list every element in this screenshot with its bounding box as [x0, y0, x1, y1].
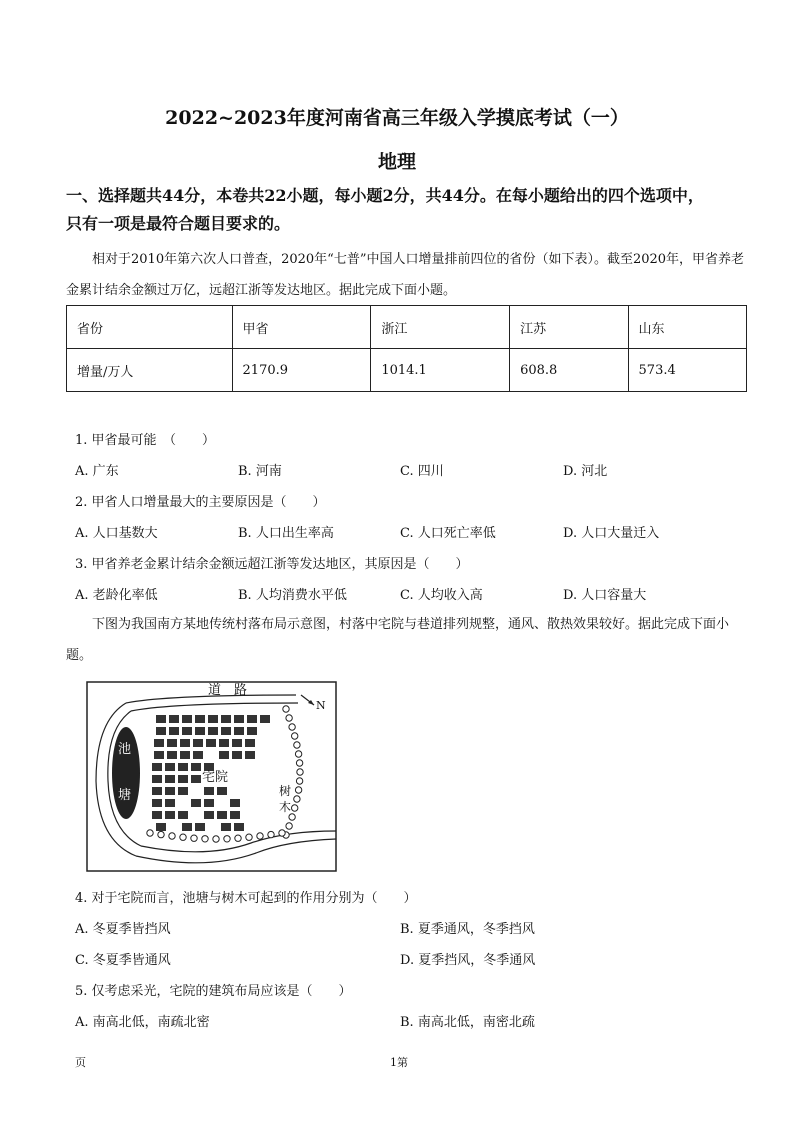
tree-icon	[295, 787, 301, 793]
house-block	[247, 727, 257, 735]
house-block	[208, 715, 218, 723]
house-block	[234, 727, 244, 735]
subject-title: 地理	[377, 151, 416, 173]
tree-icon	[191, 835, 197, 841]
house-block	[245, 751, 255, 759]
house-block	[178, 787, 188, 795]
tree-icon	[257, 833, 263, 839]
house-block	[234, 823, 244, 831]
tree-icon	[296, 760, 302, 766]
house-block	[156, 715, 166, 723]
section-instructions	[66, 182, 746, 238]
trees-label-2: 木	[279, 800, 292, 814]
q3-option-d[interactable]: D. 人口容量大	[563, 588, 647, 603]
tree-icon	[224, 836, 230, 842]
house-block	[230, 799, 240, 807]
tree-icon	[283, 706, 289, 712]
house-block	[245, 739, 255, 747]
tree-icon	[294, 742, 300, 748]
house-block	[152, 799, 162, 807]
tree-icon	[297, 769, 303, 775]
q1-option-c[interactable]: C. 四川	[400, 464, 444, 479]
house-block	[165, 811, 175, 819]
house-block	[169, 715, 179, 723]
q4-option-d[interactable]: D. 夏季挡风，冬季通风	[400, 953, 536, 968]
tree-icon	[180, 834, 186, 840]
question-2-stem: 2. 甲省人口增量最大的主要原因是（ ）	[75, 495, 326, 510]
q3-option-a[interactable]: A. 老龄化率低	[75, 588, 158, 603]
table-cell: 增量/万人	[67, 349, 233, 392]
house-block	[221, 715, 231, 723]
house-block	[165, 775, 175, 783]
tree-icon	[292, 733, 298, 739]
house-block	[156, 727, 166, 735]
house-block	[154, 751, 164, 759]
tree-icon	[292, 805, 298, 811]
pond-label-2: 塘	[118, 788, 132, 803]
house-block	[178, 775, 188, 783]
road-label: 道 路	[208, 683, 248, 698]
tree-icon	[294, 796, 300, 802]
house-block	[191, 775, 201, 783]
question-3-stem: 3. 甲省养老金累计结余金额远超江浙等发达地区，其原因是（ ）	[75, 557, 469, 572]
house-block	[180, 751, 190, 759]
house-block	[221, 727, 231, 735]
table-cell: 省份	[67, 306, 233, 349]
house-block	[232, 751, 242, 759]
q4-option-a[interactable]: A. 冬夏季皆挡风	[75, 922, 171, 937]
house-block	[204, 811, 214, 819]
house-block	[195, 823, 205, 831]
tree-icon	[279, 830, 285, 836]
tree-icon	[286, 823, 292, 829]
table-cell: 1014.1	[371, 349, 510, 392]
table-header-row	[67, 306, 747, 349]
tree-icon	[289, 814, 295, 820]
house-block	[178, 763, 188, 771]
house-block	[191, 763, 201, 771]
tree-icon	[158, 831, 164, 837]
house-block	[182, 823, 192, 831]
house-block	[152, 775, 162, 783]
house-block	[178, 811, 188, 819]
q3-option-b[interactable]: B. 人均消费水平低	[238, 588, 347, 603]
house-block	[234, 715, 244, 723]
passage-village: 下图为我国南方某地传统村落布局示意图，村落中宅院与巷道排列规整，通风、散热效果较好。据此完成下面小题。	[66, 617, 730, 663]
tree-icon	[213, 836, 219, 842]
page-number: 1第	[390, 1056, 408, 1069]
q1-option-d[interactable]: D. 河北	[563, 464, 608, 479]
question-5-stem: 5. 仅考虑采光，宅院的建筑布局应该是（ ）	[75, 984, 352, 999]
q2-option-a[interactable]: A. 人口基数大	[75, 526, 158, 541]
tree-icon	[147, 830, 153, 836]
tree-icon	[289, 724, 295, 730]
house-label: 宅院	[202, 770, 229, 785]
house-block	[152, 811, 162, 819]
house-block	[193, 739, 203, 747]
house-block	[204, 787, 214, 795]
section-line-1: 一、选择题共44分，本卷共22小题，每小题2分，共44分。在每小题给出的四个选项中，	[66, 186, 704, 205]
house-block	[154, 739, 164, 747]
q4-option-b[interactable]: B. 夏季通风，冬季挡风	[400, 922, 535, 937]
question-1-stem: 1. 甲省最可能 （ ）	[75, 433, 216, 448]
village-layout-map	[86, 681, 338, 873]
tree-icon	[295, 751, 301, 757]
table-cell: 江苏	[510, 306, 628, 349]
pond	[112, 727, 140, 819]
house-block	[165, 799, 175, 807]
tree-icon	[296, 778, 302, 784]
house-block	[204, 799, 214, 807]
tree-icon	[246, 834, 252, 840]
house-block	[232, 739, 242, 747]
house-block	[208, 727, 218, 735]
house-block	[169, 727, 179, 735]
trees-label-1: 树	[279, 784, 292, 798]
house-block	[219, 751, 229, 759]
house-block	[230, 811, 240, 819]
passage-population: 相对于2010年第六次人口普查，2020年“七普”中国人口增量排前四位的省份（如下表）。截至2020年，甲省养老金累计结余金额过万亿，远超江浙等发达地区。据此完成下面小题。	[66, 252, 745, 298]
question-4-stem: 4. 对于宅院而言，池塘与树木可起到的作用分别为（ ）	[75, 891, 417, 906]
house-block	[182, 727, 192, 735]
tree-icon	[286, 715, 292, 721]
q1-option-a[interactable]: A. 广东	[75, 464, 119, 479]
footer-left: 页	[75, 1056, 86, 1069]
house-block	[193, 751, 203, 759]
north-label: N	[316, 699, 326, 712]
table-cell: 573.4	[628, 349, 746, 392]
table-row	[67, 349, 747, 392]
table-cell: 2170.9	[232, 349, 371, 392]
house-block	[195, 727, 205, 735]
house-block	[182, 715, 192, 723]
q2-option-c[interactable]: C. 人口死亡率低	[400, 526, 496, 541]
exam-title: 2022~2023年度河南省高三年级入学摸底考试（一）	[165, 107, 629, 129]
pond-label-1: 池	[118, 742, 132, 757]
q4-option-c[interactable]: C. 冬夏季皆通风	[75, 953, 171, 968]
house-block	[165, 763, 175, 771]
house-block	[221, 823, 231, 831]
tree-icon	[235, 835, 241, 841]
table-cell: 山东	[628, 306, 746, 349]
house-block	[217, 811, 227, 819]
table-cell: 608.8	[510, 349, 628, 392]
house-block	[217, 787, 227, 795]
house-block	[195, 715, 205, 723]
table-cell: 浙江	[371, 306, 510, 349]
population-table	[66, 305, 747, 392]
q5-option-b[interactable]: B. 南高北低，南密北疏	[400, 1015, 535, 1030]
q3-option-c[interactable]: C. 人均收入高	[400, 588, 483, 603]
house-block	[260, 715, 270, 723]
house-block	[152, 787, 162, 795]
table-cell: 甲省	[232, 306, 371, 349]
house-block	[152, 763, 162, 771]
house-block	[165, 787, 175, 795]
house-block	[206, 739, 216, 747]
house-block	[156, 823, 166, 831]
house-block	[191, 799, 201, 807]
section-line-2: 只有一项是最符合题目要求的。	[66, 214, 291, 233]
house-block	[219, 739, 229, 747]
tree-icon	[169, 833, 175, 839]
house-block	[167, 751, 177, 759]
q5-option-a[interactable]: A. 南高北低，南疏北密	[75, 1015, 210, 1030]
house-block	[247, 715, 257, 723]
house-block	[167, 739, 177, 747]
tree-icon	[268, 831, 274, 837]
house-block	[180, 739, 190, 747]
q1-option-b[interactable]: B. 河南	[238, 464, 282, 479]
tree-icon	[202, 836, 208, 842]
q2-option-d[interactable]: D. 人口大量迁入	[563, 526, 660, 541]
q2-option-b[interactable]: B. 人口出生率高	[238, 526, 334, 541]
